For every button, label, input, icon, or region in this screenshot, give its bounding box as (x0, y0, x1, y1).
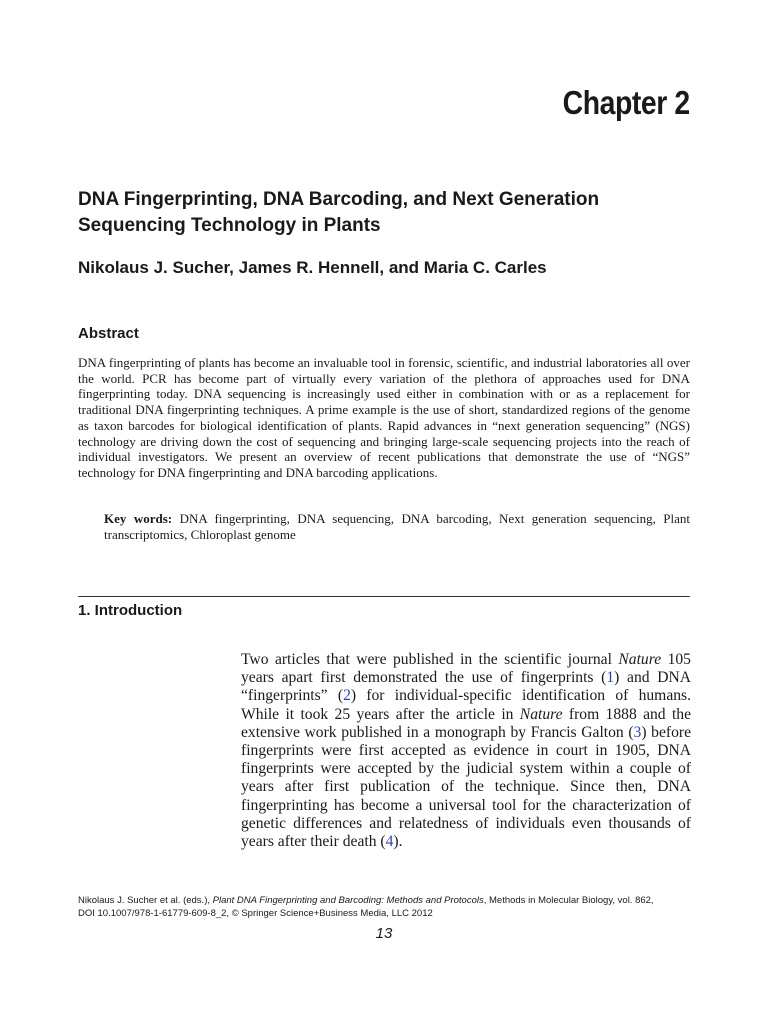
chapter-label: Chapter 2 (562, 84, 690, 121)
citation-link-3[interactable]: 3 (633, 723, 642, 741)
intro-text-6: ) before fingerprints were first accepted as evidence in court in 1905, DNA fingerprints were accepted by the judicial system within a couple of years after first publication of the technique. Since then, DNA fingerprinting has become a universal tool for the characterization of genetic differences and relatedness of individuals even thousands of years after their death ( (241, 723, 691, 851)
footnote-citation (78, 894, 698, 920)
authors: Nikolaus J. Sucher, James R. Hennell, and Maria C. Carles (78, 258, 547, 277)
footnote-editors: Nikolaus J. Sucher et al. (eds.), (78, 895, 213, 906)
citation-link-1[interactable]: 1 (606, 669, 615, 687)
footnote-line-2: DOI 10.1007/978-1-61779-609-8_2, © Springer Science+Business Media, LLC 2012 (78, 908, 433, 919)
chapter-title (78, 187, 698, 239)
abstract-text: DNA fingerprinting of plants has become an invaluable tool in forensic, scientific, and industrial laboratories all over the world. PCR has become part of virtually every variation of the plethora of approaches used for DNA fingerprinting today. DNA sequencing is increasingly used either in combination with or as a replacement for traditional DNA fingerprinting techniques. A prime example is the use of short, standardized regions of the genome as taxon barcodes for biological identification of plants. Rapid advances in “next generation sequencing” (NGS) technology are driving down the cost of sequencing and bringing large-scale sequencing projects into the reach of individual investigators. We present an overview of recent publications that demonstrate the use of “NGS” technology for DNA fingerprinting and DNA barcoding applications. (78, 355, 690, 480)
footnote-book-title: Plant DNA Fingerprinting and Barcoding: Methods and Protocols (212, 895, 484, 906)
keywords (104, 511, 690, 542)
intro-text-7: ). (393, 833, 403, 851)
citation-link-2[interactable]: 2 (343, 687, 351, 705)
footnote-series: , Methods in Molecular Biology, vol. 862, (483, 895, 654, 906)
keywords-label: Key words: (104, 511, 173, 526)
chapter-title-line-1: DNA Fingerprinting, DNA Barcoding, and Next Generation (78, 189, 600, 210)
intro-text-2: 105 years apart first demonstrated the use of fingerprints ( (241, 651, 691, 687)
introduction-paragraph (241, 651, 691, 851)
section-divider (78, 596, 690, 597)
chapter-title-line-2: Sequencing Technology in Plants (78, 215, 381, 236)
keywords-text: DNA fingerprinting, DNA sequencing, DNA barcoding, Next generation sequencing, Plant transcriptomics, Chloroplast genome (104, 511, 690, 542)
journal-name-nature-2: Nature (519, 705, 563, 723)
intro-text-3: ) and DNA “fingerprints” ( (241, 669, 691, 705)
intro-text-5: from 1888 and the extensive work published in a monograph by Francis Galton ( (241, 705, 691, 741)
citation-link-4[interactable]: 4 (385, 833, 394, 851)
intro-text-4: ) for individual-specific identification of humans. While it took 25 years after the article in (241, 687, 692, 723)
page-number: 13 (375, 925, 393, 942)
journal-name-nature: Nature (618, 651, 662, 668)
intro-text-1: Two articles that were published in the scientific journal (241, 651, 619, 668)
abstract-heading: Abstract (78, 325, 139, 342)
footnote-line-1 (78, 894, 698, 907)
introduction-heading: 1. Introduction (78, 602, 183, 619)
